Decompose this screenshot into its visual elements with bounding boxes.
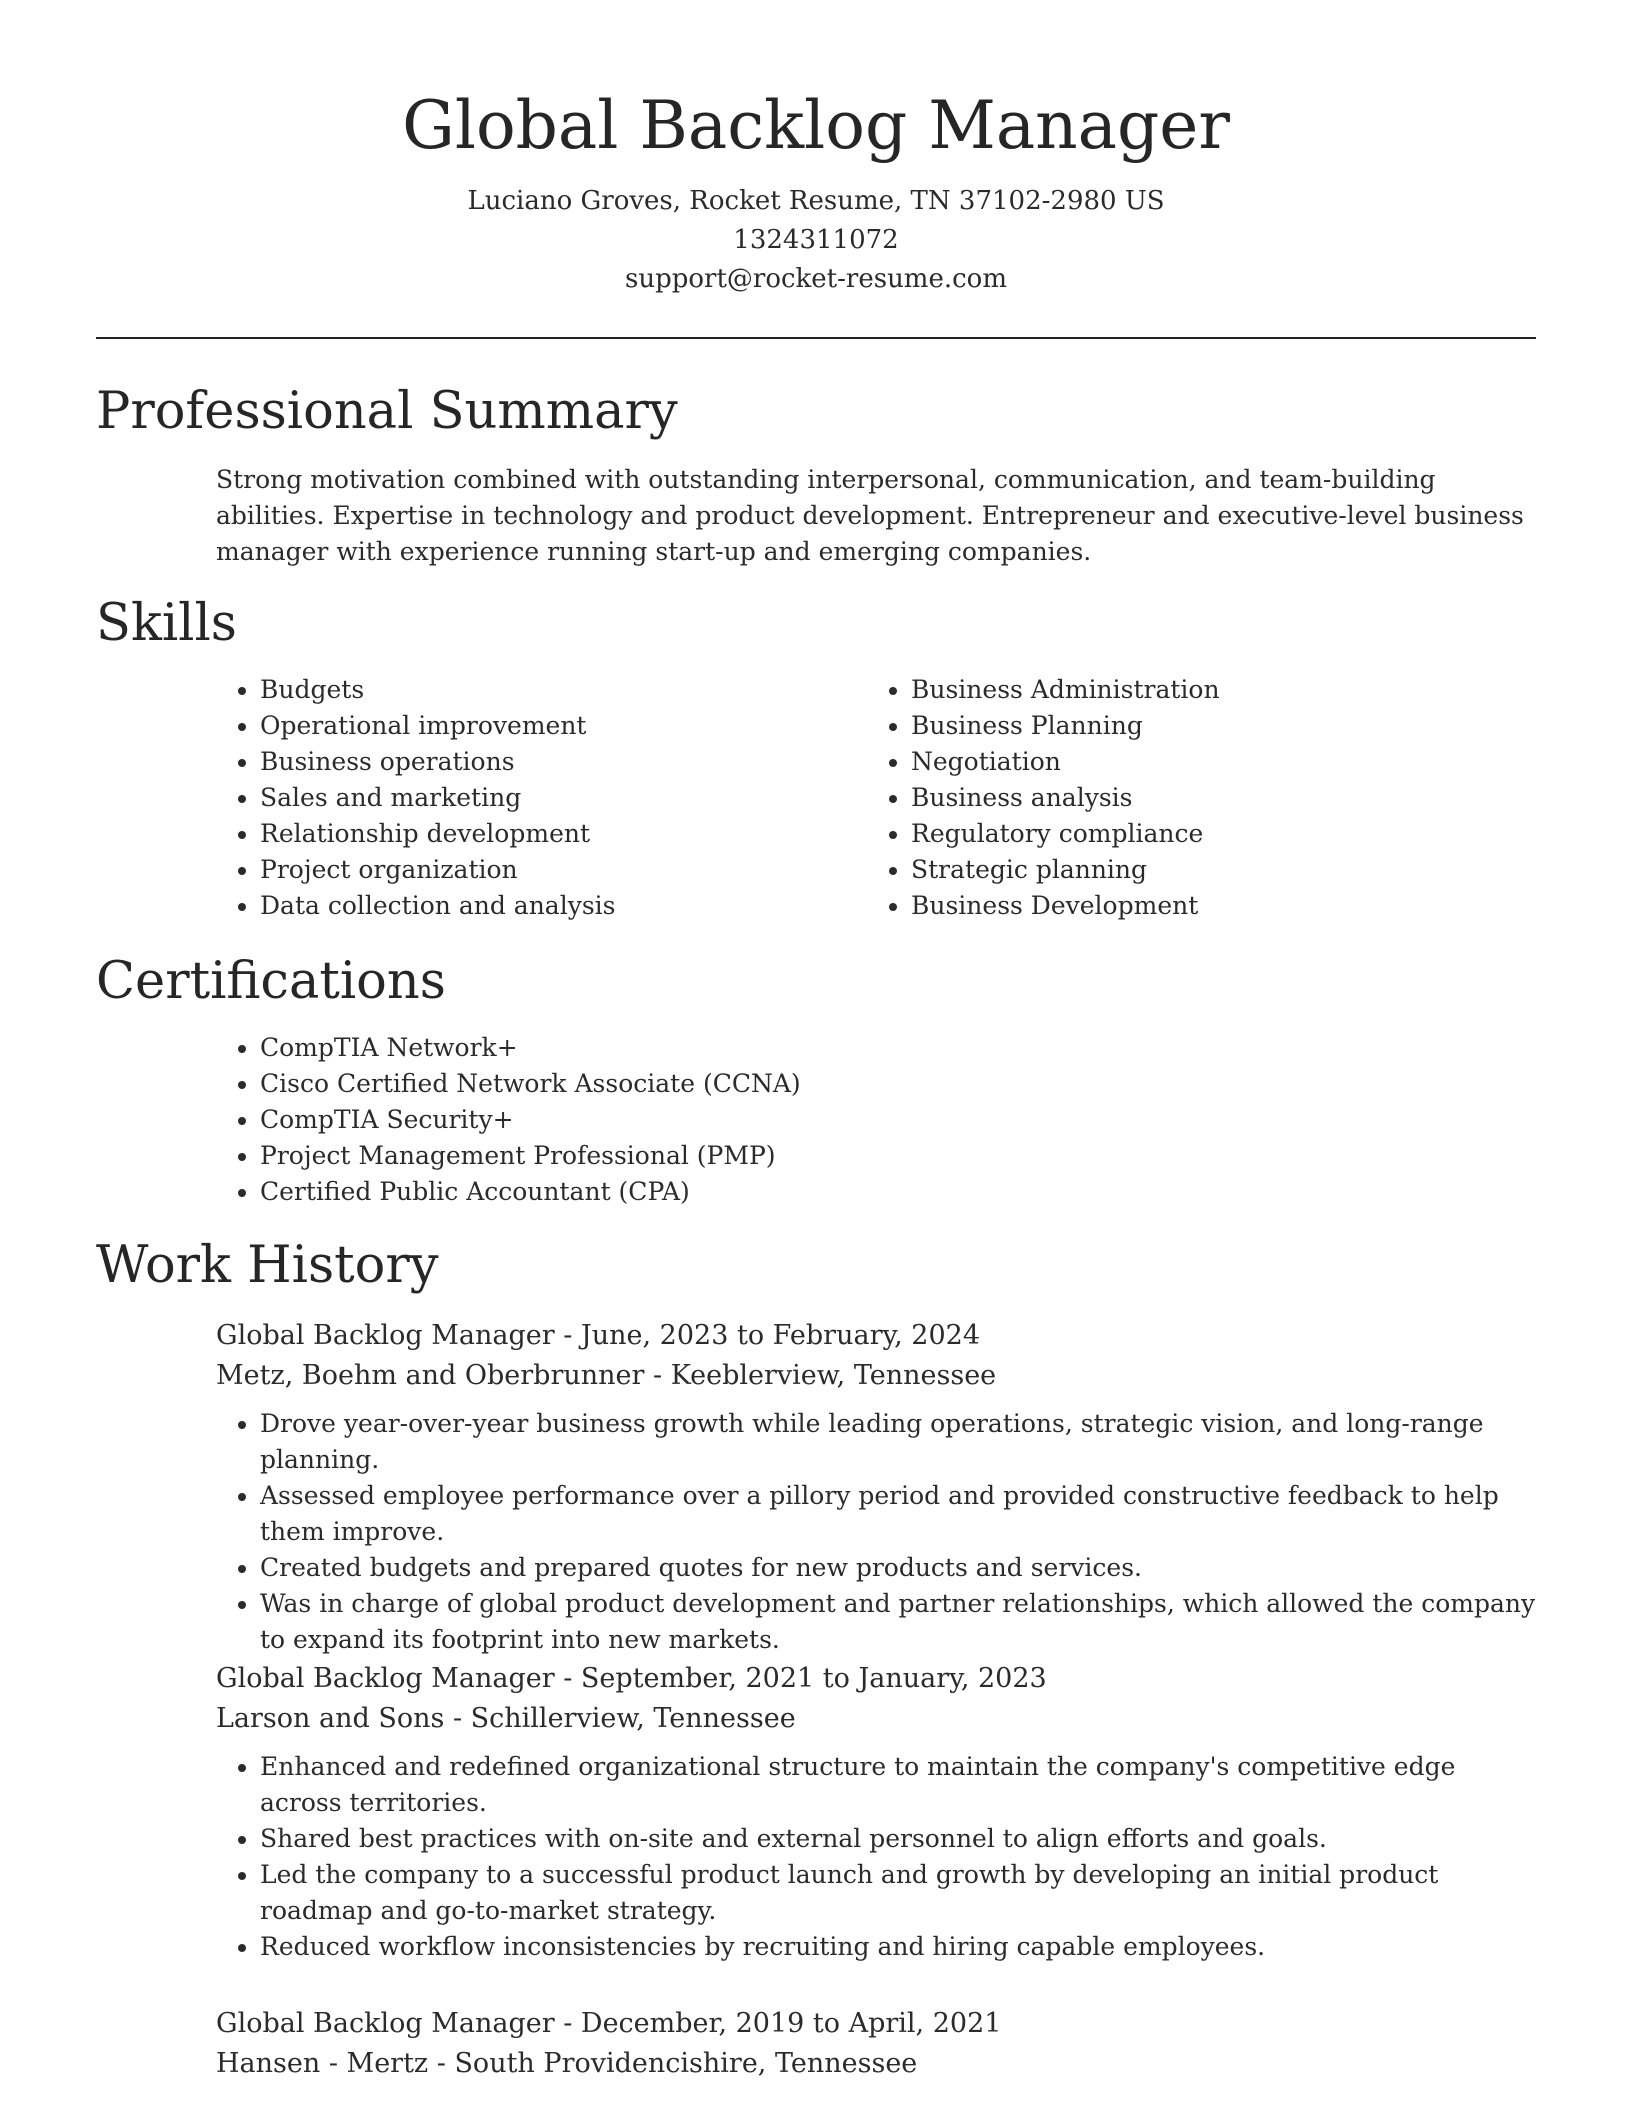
- skill-item: • Business analysis: [911, 780, 1396, 816]
- certifications-section: [96, 952, 1536, 1210]
- skill-item: • Negotiation: [911, 744, 1396, 780]
- work-history-section: [96, 1236, 1536, 1296]
- resume-page: [96, 0, 1536, 2079]
- certification-item: • Project Management Professional (PMP): [260, 1138, 1536, 1174]
- job-title-line: Global Backlog Manager - December, 2019 to April, 2021: [216, 2008, 1002, 2039]
- skill-item: • Sales and marketing: [260, 780, 746, 816]
- job-title-line: Global Backlog Manager - September, 2021 to January, 2023: [216, 1663, 1047, 1694]
- certification-item: • Certified Public Accountant (CPA): [260, 1174, 1536, 1210]
- job-company-line: Larson and Sons - Schillerview, Tennessee: [216, 1703, 796, 1734]
- skill-item: • Data collection and analysis: [260, 888, 746, 924]
- header-divider: [96, 337, 1536, 339]
- skill-item: • Business Administration: [911, 672, 1396, 708]
- job-bullet: • Shared best practices with on-site and external personnel to align efforts and goals.: [260, 1821, 1536, 1857]
- certification-item: • CompTIA Security+: [260, 1102, 1536, 1138]
- certifications-list: [96, 1030, 1536, 1210]
- certifications-heading: Certifications: [96, 952, 446, 1011]
- summary-section: [96, 382, 1536, 570]
- skill-item: • Relationship development: [260, 816, 746, 852]
- certification-item: • CompTIA Network+: [260, 1030, 1536, 1066]
- job-bullet: • Reduced workflow inconsistencies by recruiting and hiring capable employees.: [260, 1929, 1536, 1965]
- resume-header: [96, 0, 1536, 339]
- certification-item: • Cisco Certified Network Associate (CCNA): [260, 1066, 1536, 1102]
- job-bullet: • Enhanced and redefined organizational structure to maintain the company's competitive edge across territories.: [260, 1749, 1536, 1821]
- skill-item: • Strategic planning: [911, 852, 1396, 888]
- contact-phone: 1324311072: [733, 225, 899, 255]
- contact-email: support@rocket-resume.com: [624, 264, 1007, 294]
- skill-item: • Budgets: [260, 672, 746, 708]
- work-history-heading: Work History: [96, 1236, 439, 1295]
- skill-item: • Business Development: [911, 888, 1396, 924]
- summary-text: Strong motivation combined with outstanding interpersonal, communication, and team-building abilities. Expertise in technology and product development. Entrepreneur and executive-level business manager with experience running start-up and emerging companies.: [216, 465, 1524, 566]
- job-entry: [216, 2004, 1536, 2084]
- skills-column-right: [746, 672, 1396, 924]
- job-company-line: Metz, Boehm and Oberbrunner - Keeblerview, Tennessee: [216, 1360, 997, 1391]
- skills-columns: [96, 672, 1536, 924]
- skills-list-right: [746, 672, 1396, 924]
- skills-section: [96, 594, 1536, 924]
- resume-name: Global Backlog Manager: [402, 87, 1230, 164]
- skill-item: • Regulatory compliance: [911, 816, 1396, 852]
- job-bullet: • Drove year-over-year business growth while leading operations, strategic vision, and long-range planning.: [260, 1406, 1536, 1478]
- job-bullet: • Was in charge of global product development and partner relationships, which allowed the company to expand its footprint into new markets.: [260, 1586, 1536, 1658]
- job-bullets: [216, 1749, 1536, 1965]
- job-entry: [216, 1659, 1536, 1965]
- job-company-line: Hansen - Mertz - South Providencishire, Tennessee: [216, 2048, 918, 2079]
- job-bullet: • Created budgets and prepared quotes for new products and services.: [260, 1550, 1536, 1586]
- skills-list-left: [96, 672, 746, 924]
- skills-heading: Skills: [96, 594, 237, 653]
- job-entry: [216, 1316, 1536, 1658]
- skill-item: • Project organization: [260, 852, 746, 888]
- job-bullet: • Led the company to a successful product launch and growth by developing an initial product roadmap and go-to-market strategy.: [260, 1857, 1536, 1929]
- job-title-line: Global Backlog Manager - June, 2023 to February, 2024: [216, 1320, 981, 1351]
- contact-address: Luciano Groves, Rocket Resume, TN 37102-2980 US: [467, 186, 1165, 216]
- skills-column-left: [96, 672, 746, 924]
- job-bullets: [216, 1406, 1536, 1658]
- job-bullet: • Assessed employee performance over a pillory period and provided constructive feedback to help them improve.: [260, 1478, 1536, 1550]
- skill-item: • Business Planning: [911, 708, 1396, 744]
- contact-block: [96, 182, 1536, 299]
- skill-item: • Operational improvement: [260, 708, 746, 744]
- summary-heading: Professional Summary: [96, 382, 678, 441]
- skill-item: • Business operations: [260, 744, 746, 780]
